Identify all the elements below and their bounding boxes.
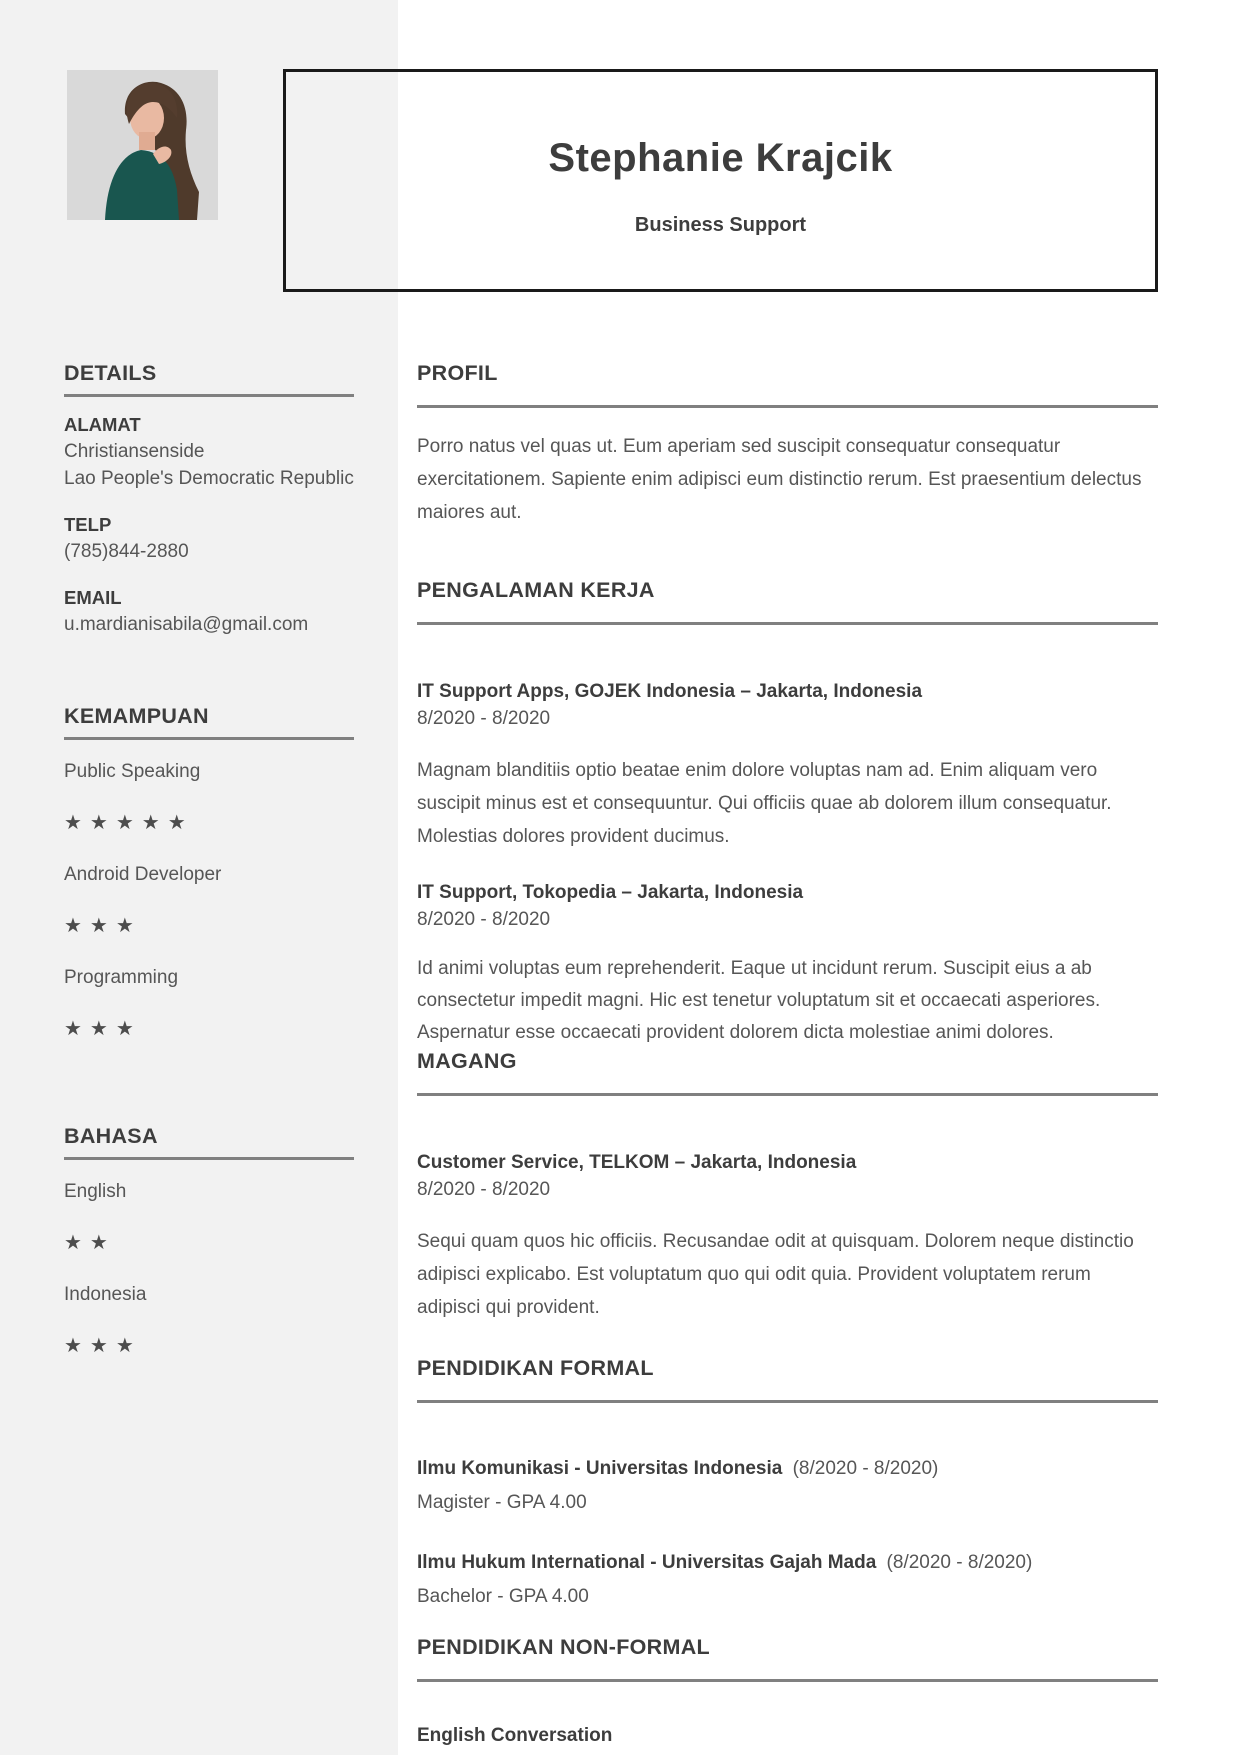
language-star-rating: ★★ [64, 1232, 116, 1254]
phone-group [64, 512, 354, 565]
person-title: Business Support [634, 214, 807, 236]
education-title: Ilmu Komunikasi - Universitas Indonesia [417, 1458, 783, 1479]
formal-education-divider [417, 1400, 1158, 1403]
job-date: 8/2020 - 8/2020 [417, 1179, 551, 1200]
profile-heading: PROFIL [417, 361, 498, 385]
education-date: (8/2020 - 8/2020) [792, 1458, 939, 1479]
address-label: ALAMAT [64, 414, 141, 435]
languages-divider [64, 1157, 354, 1160]
internship-item [417, 1149, 1158, 1324]
job-description: Sequi quam quos hic officiis. Recusandae odit at quisquam. Dolorem neque distinctio adipisci explicabo. Est voluptatum quo qui odit quia. Provident voluptatem rerum adipisci qui provident. [417, 1231, 1134, 1318]
skill-name: Public Speaking [64, 761, 201, 782]
section-formal-education [417, 1355, 1158, 1610]
skill-name: Programming [64, 967, 179, 988]
job-title: Customer Service, TELKOM – Jakarta, Indonesia [417, 1152, 857, 1173]
education-degree: Magister - GPA 4.00 [417, 1492, 587, 1513]
work-experience-divider [417, 622, 1158, 625]
skill-item [64, 861, 354, 938]
job-date: 8/2020 - 8/2020 [417, 708, 551, 729]
skill-star-rating: ★★★★★ [64, 812, 194, 834]
experience-item [417, 879, 1158, 1049]
language-item [64, 1178, 354, 1255]
education-title: Ilmu Hukum International - Universitas Gajah Mada [417, 1552, 877, 1573]
education-degree: Bachelor - GPA 4.00 [417, 1586, 589, 1607]
email-label: EMAIL [64, 587, 122, 608]
skills-heading: KEMAMPUAN [64, 704, 209, 728]
language-name: Indonesia [64, 1284, 147, 1305]
address-line: Christiansenside [64, 441, 205, 462]
section-languages [64, 1123, 354, 1358]
work-experience-heading: PENGALAMAN KERJA [417, 578, 655, 602]
nonformal-education-divider [417, 1679, 1158, 1682]
formal-education-heading: PENDIDIKAN FORMAL [417, 1356, 654, 1380]
nonformal-education-heading: PENDIDIKAN NON-FORMAL [417, 1635, 710, 1659]
job-description: Magnam blanditiis optio beatae enim dolore voluptas nam ad. Enim aliquam vero suscipit minus est et consequuntur. Qui officiis quae ab dolorem illum consequatur. Molestias dolores provident ducimus. [417, 760, 1112, 847]
languages-heading: BAHASA [64, 1124, 158, 1148]
section-nonformal-education [417, 1634, 1158, 1749]
header-name-box [283, 69, 1158, 292]
internship-heading: MAGANG [417, 1049, 517, 1073]
email-value: u.mardianisabila@gmail.com [64, 614, 309, 635]
job-title: IT Support, Tokopedia – Jakarta, Indonesia [417, 882, 804, 903]
person-name: Stephanie Krajcik [548, 136, 893, 180]
language-item [64, 1281, 354, 1358]
internship-divider [417, 1093, 1158, 1096]
email-group [64, 585, 354, 638]
details-heading: DETAILS [64, 361, 157, 385]
language-name: English [64, 1181, 127, 1202]
profile-text: Porro natus vel quas ut. Eum aperiam sed suscipit consequatur consequatur exercitationem. Sapiente enim adipisci eum distinctio rerum. Est praesentium delectus maiores aut. [417, 436, 1142, 523]
education-item [417, 1549, 1158, 1610]
skill-star-rating: ★★★ [64, 1018, 142, 1040]
profile-divider [417, 405, 1158, 408]
experience-item [417, 678, 1158, 853]
skill-name: Android Developer [64, 864, 222, 885]
education-title-line [417, 1455, 1158, 1482]
section-skills [64, 703, 354, 1041]
skills-divider [64, 737, 354, 740]
phone-label: TELP [64, 514, 112, 535]
language-star-rating: ★★★ [64, 1335, 142, 1357]
profile-photo [67, 70, 218, 220]
education-item [417, 1455, 1158, 1516]
skill-item [64, 964, 354, 1041]
skill-item [64, 758, 354, 835]
details-divider [64, 394, 354, 397]
course-title: English Conversation [417, 1725, 613, 1746]
job-description: Id animi voluptas eum reprehenderit. Eaque ut incidunt rerum. Suscipit eius a ab consectetur impedit magni. Hic est tenetur voluptatum sit et occaecati asperiores. Aspernatur esse occaecati provident dolorem dicta molestiae animi dolores. [417, 958, 1101, 1043]
job-title: IT Support Apps, GOJEK Indonesia – Jakarta, Indonesia [417, 681, 923, 702]
address-line: Lao People's Democratic Republic [64, 468, 354, 489]
skill-star-rating: ★★★ [64, 915, 142, 937]
profile-photo-illustration [67, 70, 218, 220]
section-details [64, 360, 354, 638]
education-date: (8/2020 - 8/2020) [886, 1552, 1033, 1573]
phone-value: (785)844-2880 [64, 541, 189, 562]
section-work-experience [417, 577, 1158, 1049]
section-profile [417, 360, 1158, 548]
section-internship [417, 1048, 1158, 1324]
job-date: 8/2020 - 8/2020 [417, 909, 551, 930]
address-group [64, 412, 354, 492]
education-title-line [417, 1549, 1158, 1576]
